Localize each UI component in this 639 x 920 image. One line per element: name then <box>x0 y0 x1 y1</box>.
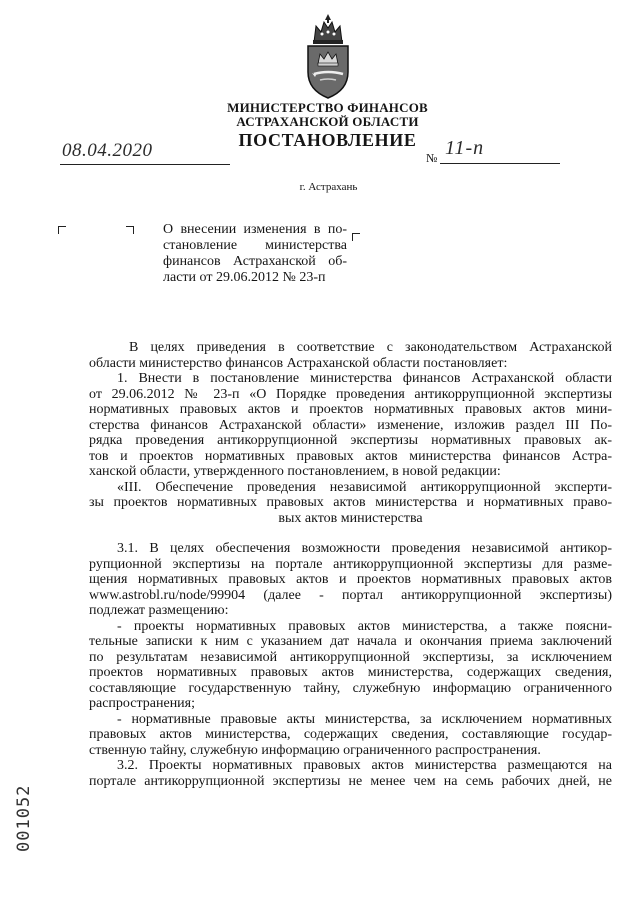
subject-line: финансов Астраханской об- <box>163 254 347 269</box>
coat-of-arms-icon <box>300 12 356 100</box>
organization-name-line2: АСТРАХАНСКОЙ ОБЛАСТИ <box>236 114 419 129</box>
subject-bracket-right <box>352 233 360 241</box>
body-line: правовых актов министерства, содержащих сведения, составляющие государ- <box>89 727 612 742</box>
section-heading-line: «III. Обеспечение проведения независимой антикоррупционной эксперти- <box>117 479 612 495</box>
subject-line: становление министерства <box>163 238 347 253</box>
side-stamp-number: 001052 <box>14 784 34 852</box>
body-line: www.astrobl.ru/node/99904 (далее - портал антикоррупционной экспертизы) <box>89 587 612 603</box>
body-line: - проекты нормативных правовых актов министерства, а также поясни- <box>117 618 612 634</box>
organization-name-line1: МИНИСТЕРСТВО ФИНАНСОВ <box>227 100 428 115</box>
body-line: подлежат размещению: <box>89 603 229 618</box>
body-line: составляющие государственную тайну, служебную информацию ограниченного <box>89 680 612 696</box>
body-line: по результатам независимой антикоррупционной экспертизы, за исключением <box>89 649 612 665</box>
document-subject <box>163 222 347 286</box>
handwritten-document-number: 11-п <box>445 137 485 159</box>
body-line: тов и проектов нормативных правовых актов министерства финансов Астра- <box>89 448 612 464</box>
paragraph-gap <box>89 526 612 541</box>
body-line: - нормативные правовые акты министерства, за исключением нормативных <box>117 711 612 727</box>
city-label: г. Астрахань <box>299 181 358 193</box>
body-line: щения нормативных правовых актов и проектов нормативных правовых актов <box>89 572 612 587</box>
document-body <box>89 340 612 789</box>
subject-bracket-left-inner <box>126 226 134 234</box>
body-line: портале антикоррупционной экспертизы не менее чем на семь рабочих дней, не <box>89 773 612 789</box>
body-line: области министерство финансов Астраханской области постановляет: <box>89 355 508 371</box>
body-line: проектов нормативных правовых актов министерства, содержащих сведения, <box>89 665 612 680</box>
handwritten-date: 08.04.2020 <box>62 140 153 161</box>
body-line: ханской области, утвержденного постановлением, в новой редакции: <box>89 464 501 479</box>
body-line: В целях приведения в соответствие с законодательством Астраханской <box>129 340 612 355</box>
section-heading-line: зы проектов нормативных правовых актов министерства и нормативных право- <box>89 495 612 510</box>
subject-bracket-left <box>58 226 66 234</box>
subject-line: ласти от 29.06.2012 № 23-п <box>163 270 326 285</box>
document-type-title: ПОСТАНОВЛЕНИЕ <box>238 130 417 150</box>
body-line: 3.2. Проекты нормативных правовых актов министерства размещаются на <box>117 758 612 773</box>
body-line: ственную тайну, служебную информацию ограниченного распространения. <box>89 742 541 758</box>
body-line: 1. Внести в постановление министерства финансов Астраханской области <box>117 371 612 386</box>
body-line: нормативных правовых актов и проектов нормативных правовых актов мини- <box>89 402 612 417</box>
side-stamp-area <box>14 784 36 920</box>
number-label: № <box>426 151 438 165</box>
body-line: распространения; <box>89 696 196 711</box>
subject-line: О внесении изменения в по- <box>163 222 347 237</box>
body-line: от 29.06.2012 № 23-п «О Порядке проведения антикоррупционной экспертизы <box>89 386 612 402</box>
number-underline <box>440 163 560 164</box>
body-line: тельные записки к ним с указанием дат начала и окончания приема заключений <box>89 634 612 649</box>
date-underline <box>60 164 230 165</box>
section-heading-line: вых актов министерства <box>278 510 423 526</box>
body-line: рядка проведения антикоррупционной экспертизы нормативных правовых ак- <box>89 433 612 448</box>
body-line: 3.1. В целях обеспечения возможности проведения независимой антикор- <box>117 541 612 556</box>
body-line: рупционной экспертизы на портале антикоррупционной экспертизы для разме- <box>89 556 612 572</box>
body-line: стерства финансов Астраханской области» изменение, изложив раздел III По- <box>89 417 612 433</box>
